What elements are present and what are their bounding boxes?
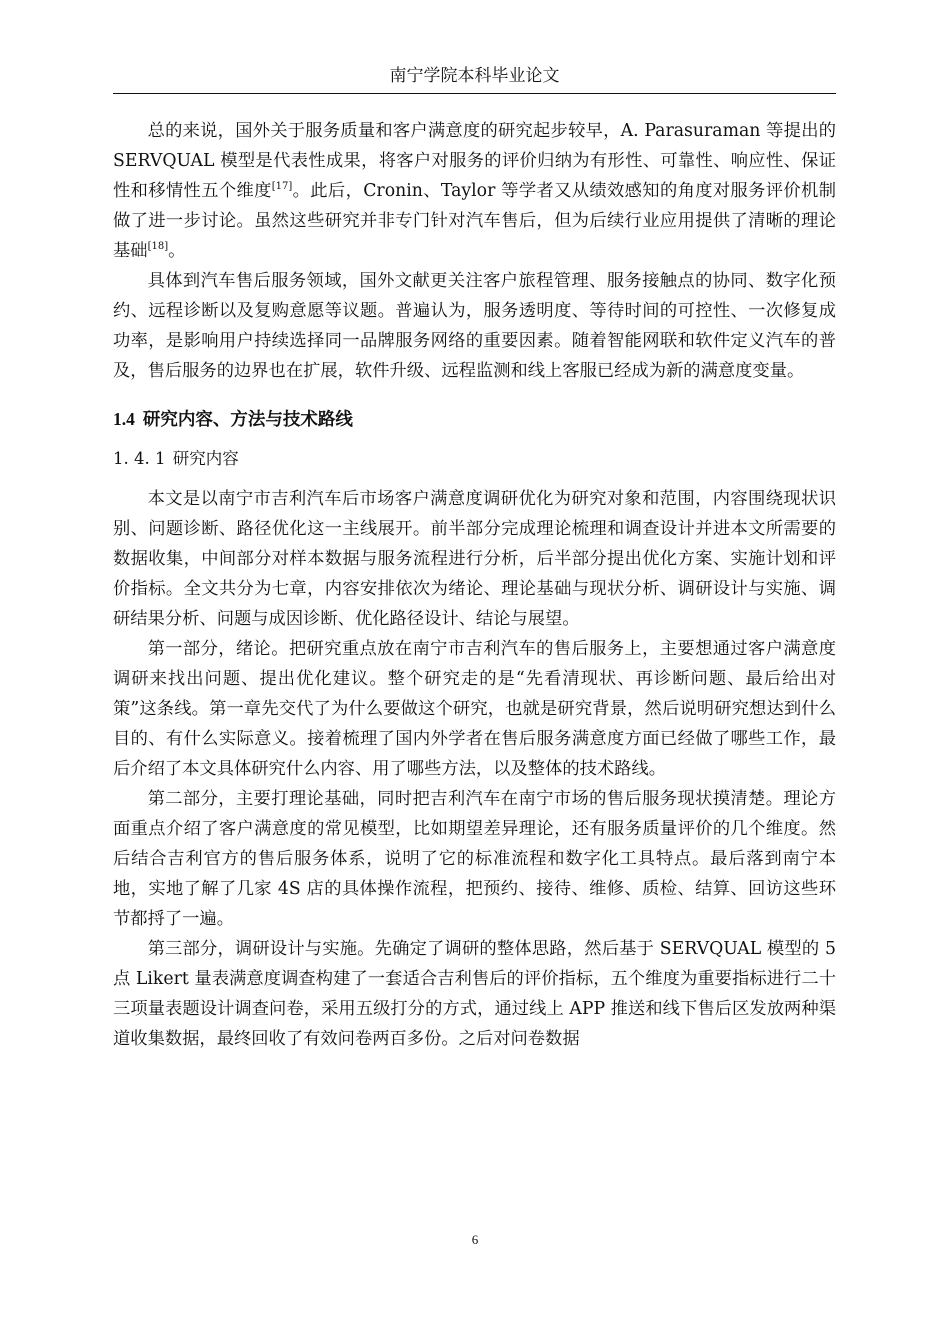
- paragraph-text: 。: [168, 241, 186, 261]
- subsection-number: 1. 4. 1: [113, 449, 166, 468]
- citation: [18]: [147, 241, 169, 253]
- paragraph-text: 。此后，Cronin、Taylor 等学者又从绩效感知的角度对服务评价机制做了进一步讨论。虽然这些研究并非专门针对汽车售后，但为后续行业应用提供了清晰的理论基础: [113, 181, 836, 261]
- paragraph: 第一部分，绪论。把研究重点放在南宁市吉利汽车的售后服务上，主要想通过客户满意度调研来找出问题、提出优化建议。整个研究走的是“先看清现状、再诊断问题、最后给出对策”这条线。第一章先交代了为什么要做这个研究，也就是研究背景，然后说明研究想达到什么目的、有什么实际意义。接着梳理了国内外学者在售后服务满意度方面已经做了哪些工作，最后介绍了本文具体研究什么内容、用了哪些方法，以及整体的技术路线。: [113, 639, 836, 779]
- section-heading: [113, 404, 836, 434]
- running-header: 南宁学院本科毕业论文: [389, 66, 560, 86]
- page-body: [113, 116, 836, 1054]
- paragraph: 本文是以南宁市吉利汽车后市场客户满意度调研优化为研究对象和范围，内容围绕现状识别、问题诊断、路径优化这一主线展开。前半部分完成理论梳理和调查设计并进本文所需要的数据收集，中间部分对样本数据与服务流程进行分析，后半部分提出优化方案、实施计划和评价指标。全文共分为七章，内容安排依次为绪论、理论基础与现状分析、调研设计与实施、调研结果分析、问题与成因诊断、优化路径设计、结论与展望。: [113, 489, 836, 629]
- section-number: 1.4: [113, 409, 135, 429]
- paragraph: 具体到汽车售后服务领域，国外文献更关注客户旅程管理、服务接触点的协同、数字化预约、远程诊断以及复购意愿等议题。普遍认为，服务透明度、等待时间的可控性、一次修复成功率，是影响用户持续选择同一品牌服务网络的重要因素。随着智能网联和软件定义汽车的普及，售后服务的边界也在扩展，软件升级、远程监测和线上客服已经成为新的满意度变量。: [113, 271, 836, 381]
- paragraph-text: 总的来说，国外关于服务质量和客户满意度的研究起步较早，A. Parasuraman 等提出的 SERVQUAL 模型是代表性成果，将客户对服务的评价归纳为有形性、可靠性、响应性、保证性和移情性五个维度: [113, 121, 836, 201]
- paragraph: 第三部分，调研设计与实施。先确定了调研的整体思路，然后基于 SERVQUAL 模型的 5 点 Likert 量表满意度调查构建了一套适合吉利售后的评价指标，五个维度为重要指标进行二十三项量表题设计调查问卷，采用五级打分的方式，通过线上 APP 推送和线下售后区发放两种渠道收集数据，最终回收了有效问卷两百多份。之后对问卷数据: [113, 939, 836, 1049]
- header-rule: [113, 93, 836, 94]
- section-title: 研究内容、方法与技术路线: [142, 409, 353, 429]
- subsection-heading: [113, 444, 836, 474]
- paragraph: [113, 116, 836, 266]
- paragraph: 第二部分，主要打理论基础，同时把吉利汽车在南宁市场的售后服务现状摸清楚。理论方面重点介绍了客户满意度的常见模型，比如期望差异理论，还有服务质量评价的几个维度。然后结合吉利官方的售后服务体系，说明了它的标准流程和数字化工具特点。最后落到南宁本地，实地了解了几家 4S 店的具体操作流程，把预约、接待、维修、质检、结算、回访这些环节都捋了一遍。: [113, 789, 836, 929]
- subsection-title: 研究内容: [172, 449, 239, 468]
- page-number: 6: [471, 1232, 479, 1247]
- citation: [17]: [271, 181, 293, 193]
